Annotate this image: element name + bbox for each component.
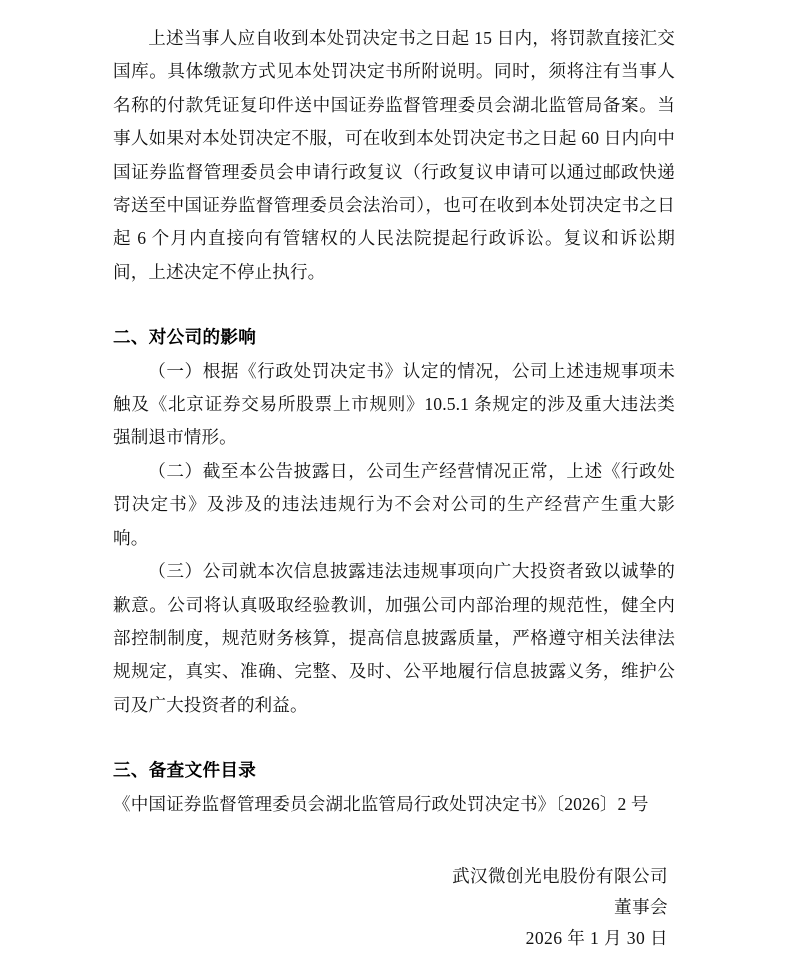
signature-board-of-directors: 董事会	[614, 896, 668, 917]
document-body	[113, 22, 675, 954]
reference-document-item: 《中国证券监督管理委员会湖北监管局行政处罚决定书》〔2026〕2 号	[113, 793, 649, 814]
signature-block	[113, 861, 675, 954]
paragraph-impact-item-2: （二）截至本公告披露日，公司生产经营情况正常，上述《行政处罚决定书》及涉及的违法违规行为不会对公司的生产经营产生重大影响。	[113, 460, 675, 548]
section-spacer	[113, 722, 675, 754]
paragraph-payment-notice: 上述当事人应自收到本处罚决定书之日起 15 日内，将罚款直接汇交国库。具体缴款方式见本处罚决定书所附说明。同时，须将注有当事人名称的付款凭证复印件送中国证券监督管理委员会湖北监管局备案。当事人如果对本处罚决定不服，可在收到本处罚决定书之日起 60 日内向中国证券监督管理委员会申请行政复议（行政复议申请可以通过邮政快递寄送至中国证券监督管理委员会法治司），也可在收到本处罚决定书之日起 6 个月内直接向有管辖权的人民法院提起行政诉讼。复议和诉讼期间，上述决定不停止执行。	[113, 28, 675, 282]
signature-company-name: 武汉微创光电股份有限公司	[452, 865, 668, 886]
signature-date: 2026 年 1 月 30 日	[525, 927, 668, 948]
paragraph-impact-item-3: （三）公司就本次信息披露违法违规事项向广大投资者致以诚挚的歉意。公司将认真吸取经验教训，加强公司内部治理的规范性，健全内部控制制度，规范财务核算，提高信息披露质量，严格遵守相关法律法规规定，真实、准确、完整、及时、公平地履行信息披露义务，维护公司及广大投资者的利益。	[113, 561, 675, 715]
section-heading-company-impact: 二、对公司的影响	[113, 327, 257, 348]
section-heading-reference-documents: 三、备查文件目录	[113, 760, 257, 781]
paragraph-impact-item-1: （一）根据《行政处罚决定书》认定的情况，公司上述违规事项未触及《北京证券交易所股票上市规则》10.5.1 条规定的涉及重大违法类强制退市情形。	[113, 360, 675, 448]
section-spacer	[113, 289, 675, 321]
